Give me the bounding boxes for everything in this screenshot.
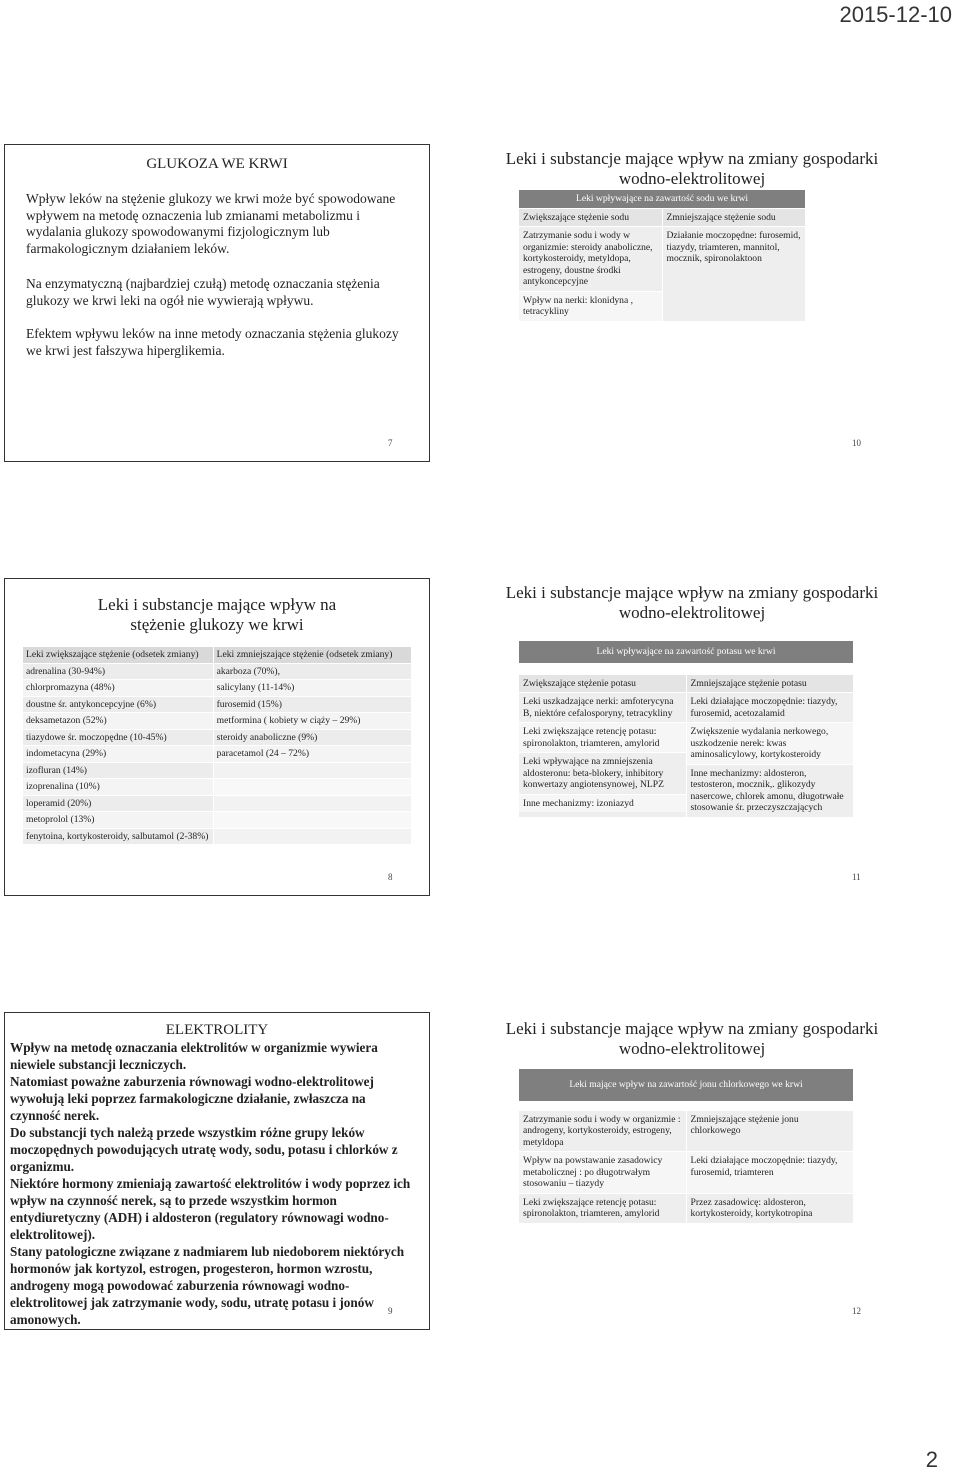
sodium-table <box>518 189 806 322</box>
chloride-table-header: Leki mające wpływ na zawartość jonu chlorkowego we krwi <box>519 1069 854 1102</box>
potassium-decrease-item: Leki działające moczopędnie: tiazydy, furosemid, acetozalamid <box>687 693 854 722</box>
potassium-col-decrease: Zmniejszające stężenie potasu <box>686 674 854 693</box>
slide-12-title: Leki i substancje mające wpływ na zmiany gospodarki wodno-elektrolitowej <box>505 1019 879 1058</box>
slide-9-body <box>10 1039 418 1328</box>
glucose-increase-cell: chlorpromazyna (48%) <box>23 680 214 697</box>
potassium-col-increase: Zwiększające stężenie potasu <box>519 674 687 693</box>
slide-8-title: Leki i substancje mające wpływ na stężenie glukozy we krwi <box>97 595 337 634</box>
glucose-increase-cell: fenytoina, kortykosteroidy, salbutamol (2-38%) <box>23 828 214 845</box>
table-row <box>23 779 412 796</box>
potassium-increase-item: Leki uszkadzające nerki: amfoterycyna B, niektóre cefalosporyny, tetracykliny <box>519 693 686 722</box>
glucose-col-increase: Leki zwiększające stężenie (odsetek zmiany) <box>23 647 214 664</box>
chloride-left-cell: Zatrzymanie sodu i wody w organizmie : androgeny, kortykosteroidy, estrogeny, metyldopa <box>519 1110 687 1152</box>
sodium-col-decrease: Zmniejszające stężenie sodu <box>662 208 806 227</box>
slide-9-paragraph-3: Do substancji tych należą przede wszystkim różne grupy leków moczopędnych powodujących utratę wody, sodu, potasu i chlorków z organizmu. <box>10 1125 398 1174</box>
table-row <box>23 762 412 779</box>
slide-9-paragraph-5: Stany patologiczne związane z nadmiarem lub niedoborem niektórych hormonów jak kortyzol, estrogen, progesteron, hormon wzrostu, androgeny mogą powodować zaburzenia równowagi wodno-elektrolitowej jak zatrzymanie wody, sodu, utratę potasu i jonów amonowych. <box>10 1244 405 1327</box>
table-row <box>23 729 412 746</box>
glucose-decrease-cell <box>213 795 411 812</box>
slide-11-number: 11 <box>852 872 861 882</box>
glucose-increase-cell: izoprenalina (10%) <box>23 779 214 796</box>
glucose-table <box>22 646 412 845</box>
slide-7-title: GLUKOZA WE KRWI <box>146 156 288 172</box>
table-row <box>23 812 412 829</box>
glucose-increase-cell: doustne śr. antykoncepcyjne (6%) <box>23 696 214 713</box>
slide-7-number: 7 <box>388 438 393 448</box>
potassium-decrease-item: Inne mechanizmy: aldosteron, testosteron, mocznik,. glikozydy nasercowe, chlorek amonu, długotrwałe stosowanie śr. przeczyszczających <box>687 764 854 817</box>
slide-9-title: ELEKTROLITY <box>165 1022 269 1038</box>
page-date: 2015-12-10 <box>839 2 952 27</box>
glucose-increase-cell: loperamid (20%) <box>23 795 214 812</box>
slide-9-paragraph-1: Wpływ na metodę oznaczania elektrolitów w organizmie wywiera niewiele substancji leczniczych. <box>10 1040 378 1072</box>
glucose-decrease-cell <box>213 762 411 779</box>
potassium-table <box>518 640 854 818</box>
sodium-table-header: Leki wpływające na zawartość sodu we krwi <box>519 190 806 209</box>
sodium-increase-cell-2: Wpływ na nerki: klonidyna , tetracykliny <box>519 291 663 321</box>
glucose-decrease-cell <box>213 779 411 796</box>
page-number: 2 <box>925 1447 938 1472</box>
glucose-decrease-cell: paracetamol (24 – 72%) <box>213 746 411 763</box>
slide-10-title: Leki i substancje mające wpływ na zmiany gospodarki wodno-elektrolitowej <box>505 149 879 188</box>
glucose-increase-cell: metoprolol (13%) <box>23 812 214 829</box>
chloride-right-cell: Przez zasadowicę: aldosteron, kortykosteroidy, kortykotropina <box>686 1193 854 1223</box>
slide-10-number: 10 <box>852 438 861 448</box>
table-row <box>23 828 412 845</box>
glucose-decrease-cell: steroidy anaboliczne (9%) <box>213 729 411 746</box>
glucose-increase-cell: izofluran (14%) <box>23 762 214 779</box>
glucose-decrease-cell: furosemid (15%) <box>213 696 411 713</box>
glucose-decrease-cell: akarboza (70%), <box>213 663 411 680</box>
slide-11-title: Leki i substancje mające wpływ na zmiany gospodarki wodno-elektrolitowej <box>505 583 879 622</box>
chloride-left-cell: Leki zwiększające retencję potasu: spironolakton, triamteren, amylorid <box>519 1193 687 1223</box>
table-row <box>23 696 412 713</box>
slide-7-paragraph-1: Wpływ leków na stężenie glukozy we krwi może być spowodowane wpływem na metodę oznaczenia lub zmianami metabolizmu i wydalania glukozy spowodowanymi fizjologicznym lub farmakologicznym działaniem leków. <box>26 191 396 256</box>
table-row <box>23 746 412 763</box>
potassium-table-header: Leki wpływające na zawartość potasu we krwi <box>519 641 854 664</box>
glucose-increase-cell: deksametazon (52%) <box>23 713 214 730</box>
slide-12-number: 12 <box>852 1306 861 1316</box>
chloride-left-cell: Wpływ na powstawanie zasadowicy metabolicznej : po długotrwałym stosowaniu – tiazydy <box>519 1152 687 1194</box>
glucose-decrease-cell: metformina ( kobiety w ciąży – 29%) <box>213 713 411 730</box>
chloride-right-cell: Zmniejszające stężenie jonu chlorkowego <box>686 1110 854 1152</box>
glucose-decrease-cell <box>213 828 411 845</box>
sodium-decrease-cell-1: Działanie moczopędne: furosemid, tiazydy, triamteren, mannitol, mocznik, spironolaktoon <box>662 227 806 322</box>
glucose-increase-cell: indometacyna (29%) <box>23 746 214 763</box>
slide-7-paragraph-2: Na enzymatyczną (najbardziej czułą) metodę oznaczania stężenia glukozy we krwi leki na ogół nie wywierają wpływu. <box>26 276 380 308</box>
table-row <box>23 795 412 812</box>
table-row <box>23 680 412 697</box>
slide-8-number: 8 <box>388 872 393 882</box>
potassium-increase-item: Inne mechanizmy: izoniazyd <box>519 794 686 813</box>
slide-9-paragraph-4: Niektóre hormony zmieniają zawartość elektrolitów i wody poprzez ich wpływ na czynność nerek, są to przede wszystkim hormon entydiuretyczny (ADH) i aldosteron (regulatory równowagi wodno-elektrolitowej). <box>10 1176 411 1242</box>
sodium-increase-cell-1: Zatrzymanie sodu i wody w organizmie: steroidy anaboliczne, kortykosteroidy, metyldopa, estrogeny, doustne środki antykoncepcyjne <box>519 227 663 292</box>
glucose-increase-cell: tiazydowe śr. moczopędne (10-45%) <box>23 729 214 746</box>
glucose-increase-cell: adrenalina (30-94%) <box>23 663 214 680</box>
chloride-right-cell: Leki działające moczopędnie: tiazydy, furosemid, triamteren <box>686 1152 854 1194</box>
potassium-increase-item: Leki zwiększające retencję potasu: spironolakton, triamteren, amylorid <box>519 722 686 752</box>
glucose-decrease-cell <box>213 812 411 829</box>
glucose-decrease-cell: salicylany (11-14%) <box>213 680 411 697</box>
slide-9-number: 9 <box>388 1306 393 1316</box>
chloride-table <box>518 1068 854 1224</box>
glucose-col-decrease: Leki zmniejszające stężenie (odsetek zmiany) <box>213 647 411 664</box>
potassium-increase-item: Leki wpływające na zmniejszenia aldosteronu: beta-blokery, inhibitory konwertazy angiotensynowej, NLPZ <box>519 752 686 794</box>
potassium-decrease-item: Zwiększenie wydalania nerkowego, uszkodzenie nerek: kwas aminosalicylowy, kortykosteroidy <box>687 722 854 764</box>
slide-9-paragraph-2: Natomiast poważne zaburzenia równowagi wodno-elektrolitowej wywołują leki poprzez farmakologiczne działanie, zwłaszcza na czynność nerek. <box>10 1074 374 1123</box>
table-row <box>23 713 412 730</box>
sodium-col-increase: Zwiększające stężenie sodu <box>519 208 663 227</box>
table-row <box>23 663 412 680</box>
slide-7-paragraph-3: Efektem wpływu leków na inne metody oznaczania stężenia glukozy we krwi jest fałszywa hiperglikemia. <box>26 326 399 358</box>
